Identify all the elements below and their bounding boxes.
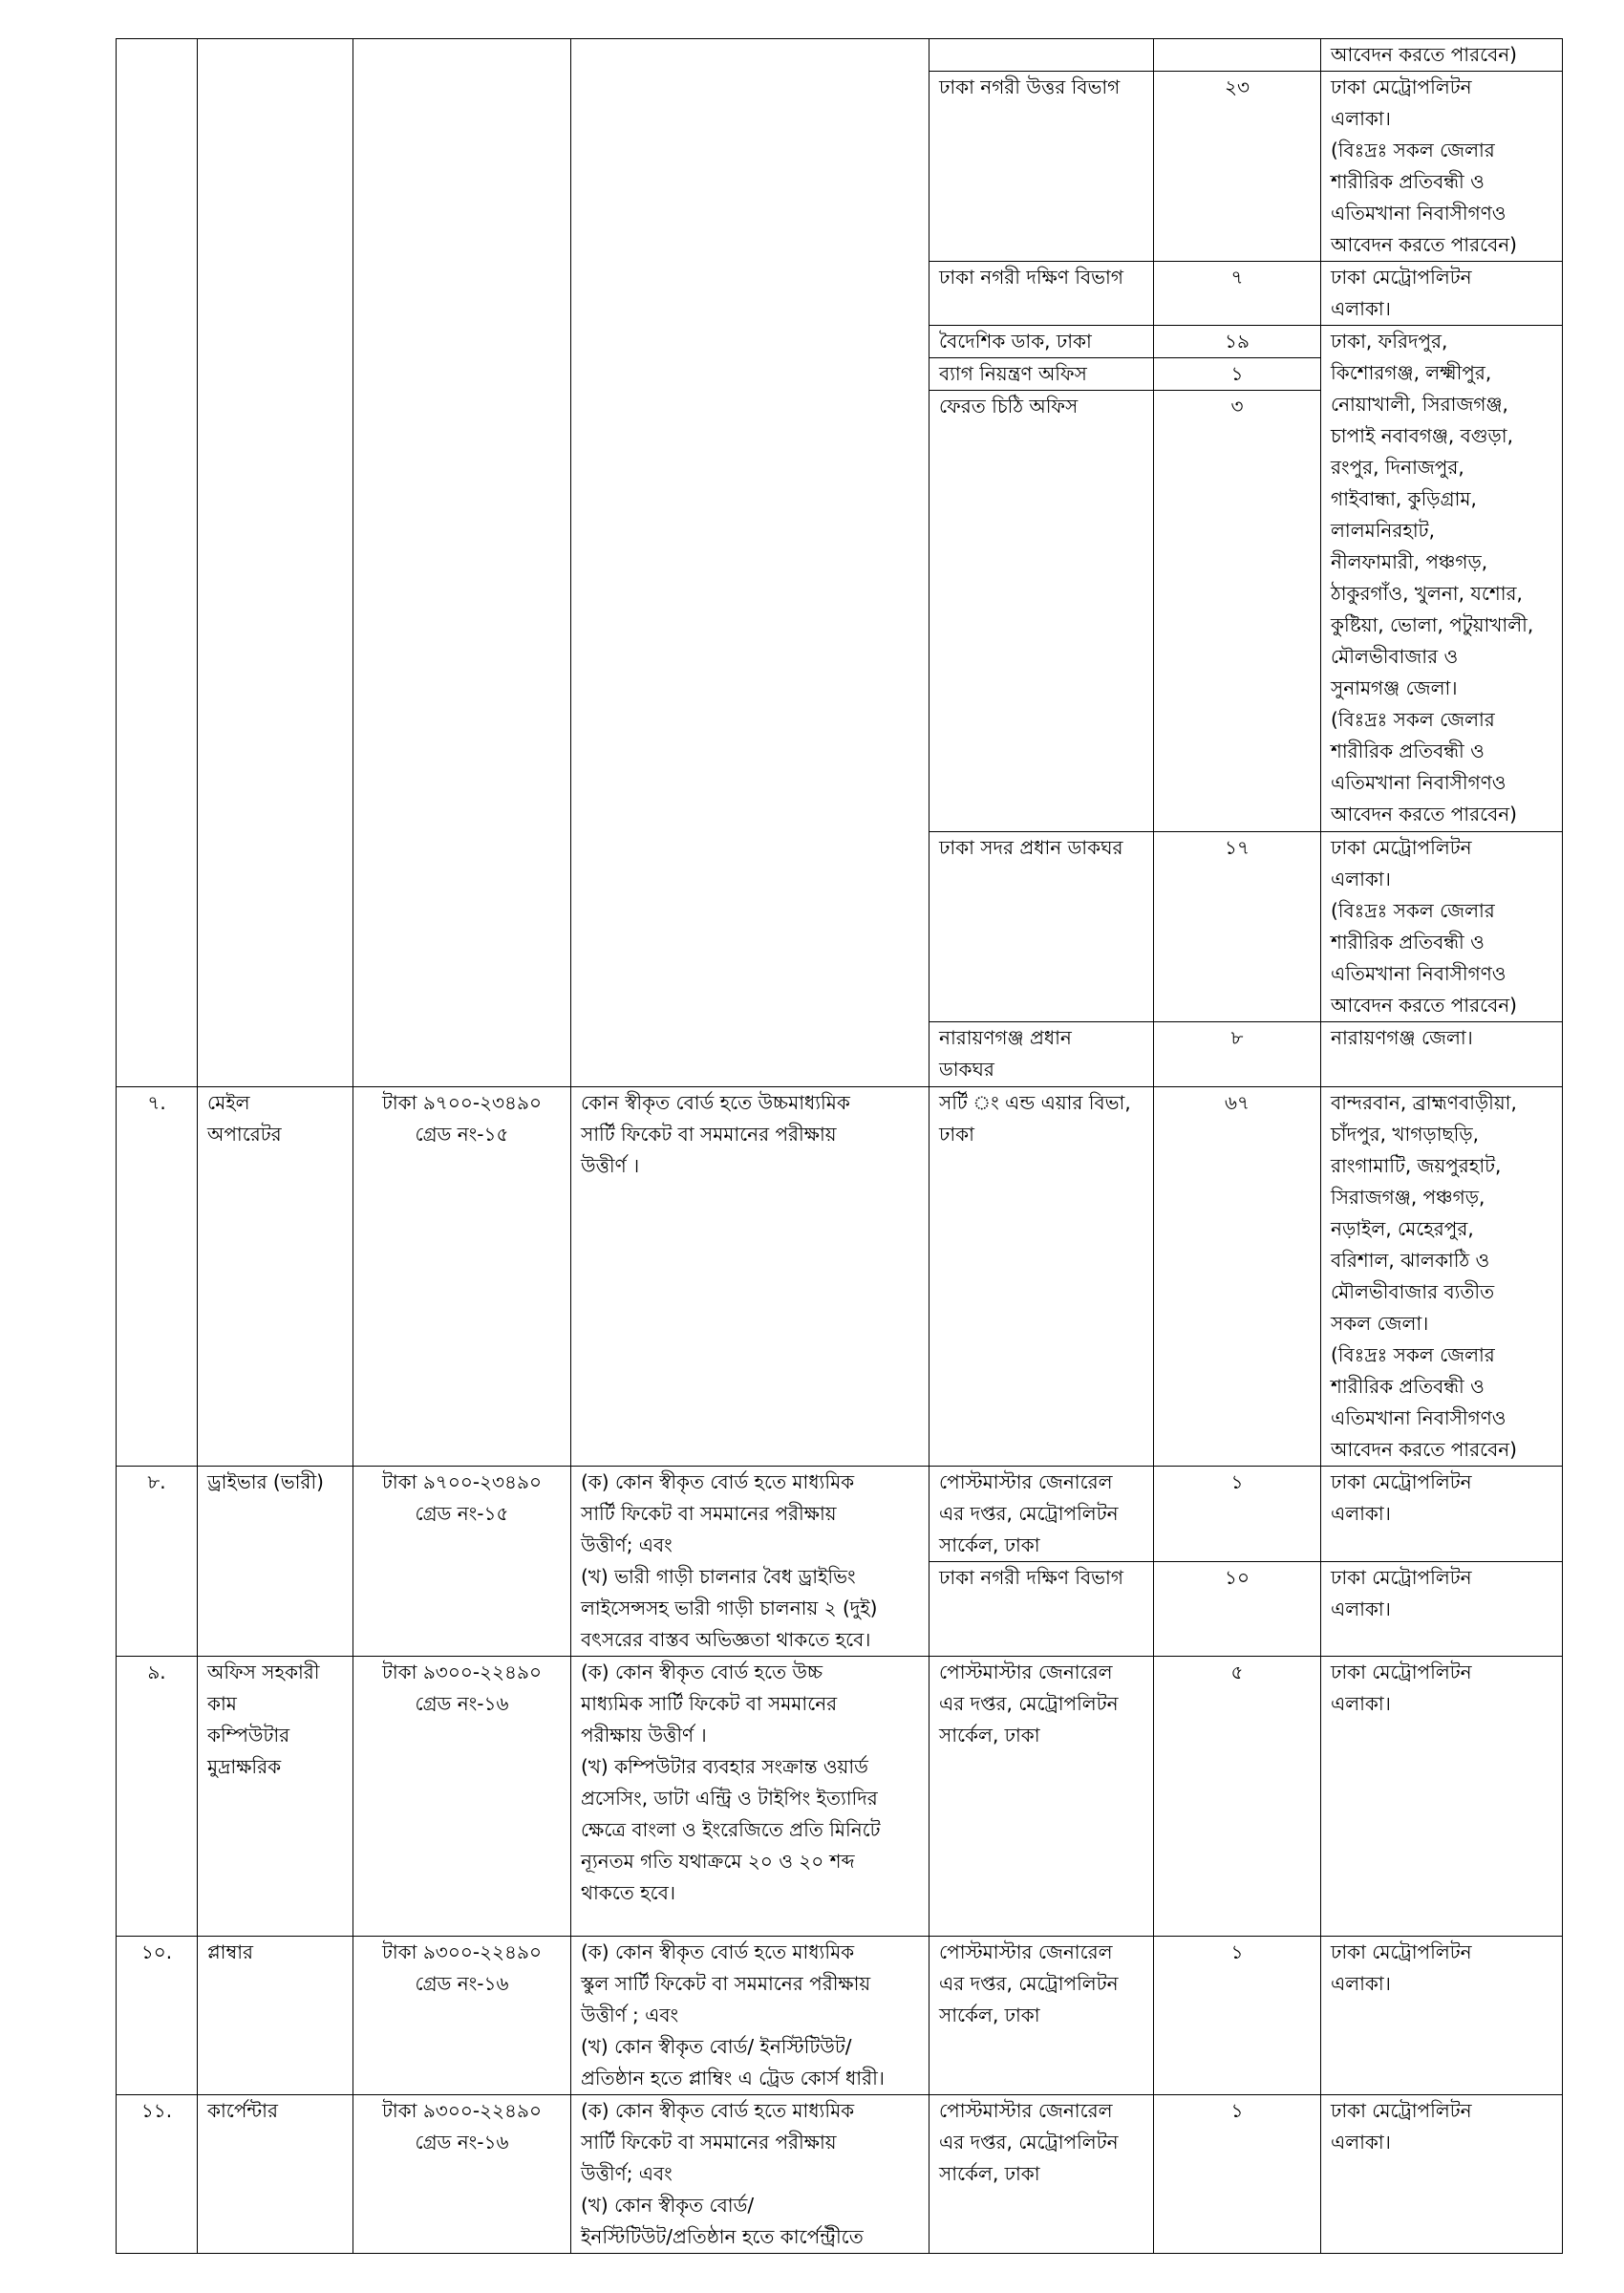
count-cell: ৫ bbox=[1154, 1657, 1321, 1937]
count-cell: ১৯ bbox=[1154, 326, 1321, 358]
office-cell: পোস্টমাস্টার জেনারেল এর দপ্তর, মেট্রোপলিটন সার্কেল, ঢাকা bbox=[930, 1937, 1154, 2095]
serial-cell: ৭. bbox=[117, 1087, 198, 1467]
office-cell: বৈদেশিক ডাক, ঢাকা bbox=[930, 326, 1154, 358]
district-cell: ঢাকা মেট্রোপলিটন এলাকা। bbox=[1321, 262, 1563, 326]
count-cell: ৭ bbox=[1154, 262, 1321, 326]
district-cell: ঢাকা মেট্রোপলিটন এলাকা। bbox=[1321, 1937, 1563, 2095]
count-cell: ৬৭ bbox=[1154, 1087, 1321, 1467]
office-cell: পোস্টমাস্টার জেনারেল এর দপ্তর, মেট্রোপলিটন সার্কেল, ঢাকা bbox=[930, 1467, 1154, 1562]
qualification-cell: (ক) কোন স্বীকৃত বোর্ড হতে মাধ্যমিক সার্টি ফিকেট বা সমমানের পরীক্ষায় উত্তীর্ণ; এবং (খ) কোন স্বীকৃত বোর্ড/ ইনস্টিটিউট/প্রতিষ্ঠান হতে কার্পেন্ট্রীতে bbox=[571, 2095, 930, 2254]
office-cell: ঢাকা নগরী দক্ষিণ বিভাগ bbox=[930, 1562, 1154, 1657]
serial-cell: ১০. bbox=[117, 1937, 198, 2095]
qualification-cell: কোন স্বীকৃত বোর্ড হতে উচ্চমাধ্যমিক সার্টি ফিকেট বা সমমানের পরীক্ষায় উত্তীর্ণ । bbox=[571, 1087, 930, 1467]
district-cell: ঢাকা মেট্রোপলিটন এলাকা। bbox=[1321, 1562, 1563, 1657]
post-name-cell: কার্পেন্টার bbox=[198, 2095, 353, 2254]
count-cell: ২৩ bbox=[1154, 72, 1321, 262]
count-cell: ৮ bbox=[1154, 1022, 1321, 1087]
district-cell: ঢাকা মেট্রোপলিটন এলাকা। (বিঃদ্রঃ সকল জেলার শারীরিক প্রতিবন্ধী ও এতিমখানা নিবাসীগণও আবেদন করতে পারবেন) bbox=[1321, 72, 1563, 262]
count-cell: ৩ bbox=[1154, 391, 1321, 832]
pay-scale-cell: টাকা ৯৭০০-২৩৪৯০ গ্রেড নং-১৫ bbox=[353, 1467, 571, 1657]
qualification-cell: (ক) কোন স্বীকৃত বোর্ড হতে মাধ্যমিক সার্টি ফিকেট বা সমমানের পরীক্ষায় উত্তীর্ণ; এবং (খ) ভারী গাড়ী চালনার বৈধ ড্রাইভিং লাইসেন্সসহ ভারী গাড়ী চালনায় ২ (দুই) বৎসরের বাস্তব অভিজ্ঞতা থাকতে হবে। bbox=[571, 1467, 930, 1657]
serial-cell: ৯. bbox=[117, 1657, 198, 1937]
pay-scale-cell: টাকা ৯৩০০-২২৪৯০ গ্রেড নং-১৬ bbox=[353, 1937, 571, 2095]
district-cell: ঢাকা মেট্রোপলিটন এলাকা। bbox=[1321, 1657, 1563, 1937]
district-cell: ঢাকা মেট্রোপলিটন এলাকা। bbox=[1321, 2095, 1563, 2254]
district-cell: নারায়ণগঞ্জ জেলা। bbox=[1321, 1022, 1563, 1087]
count-cell: ১ bbox=[1154, 1937, 1321, 2095]
count-cell: ১৭ bbox=[1154, 832, 1321, 1022]
serial-cell: ৮. bbox=[117, 1467, 198, 1657]
office-cell: সর্টি ং এন্ড এয়ার বিভা, ঢাকা bbox=[930, 1087, 1154, 1467]
post-name-cell: অফিস সহকারী কাম কম্পিউটার মুদ্রাক্ষরিক bbox=[198, 1657, 353, 1937]
office-cell: ঢাকা নগরী উত্তর বিভাগ bbox=[930, 72, 1154, 262]
district-cell: আবেদন করতে পারবেন) bbox=[1321, 39, 1563, 72]
count-cell: ১০ bbox=[1154, 1562, 1321, 1657]
office-cell: পোস্টমাস্টার জেনারেল এর দপ্তর, মেট্রোপলিটন সার্কেল, ঢাকা bbox=[930, 1657, 1154, 1937]
count-cell: ১ bbox=[1154, 1467, 1321, 1562]
pay-scale-cell-cont bbox=[353, 39, 571, 1087]
post-name-cell: মেইল অপারেটর bbox=[198, 1087, 353, 1467]
recruitment-table bbox=[116, 38, 1563, 2254]
post-name-cell-cont bbox=[198, 39, 353, 1087]
pay-scale-cell: টাকা ৯৭০০-২৩৪৯০ গ্রেড নং-১৫ bbox=[353, 1087, 571, 1467]
office-cell: নারায়ণগঞ্জ প্রধান ডাকঘর bbox=[930, 1022, 1154, 1087]
district-cell: ঢাকা, ফরিদপুর, কিশোরগঞ্জ, লক্ষ্মীপুর, নোয়াখালী, সিরাজগঞ্জ, চাপাই নবাবগঞ্জ, বগুড়া, রংপুর, দিনাজপুর, গাইবান্ধা, কুড়িগ্রাম, লালমনিরহাট, নীলফামারী, পঞ্চগড়, ঠাকুরগাঁও, খুলনা, যশোর, কুষ্টিয়া, ভোলা, পটুয়াখালী, মৌলভীবাজার ও সুনামগঞ্জ জেলা। (বিঃদ্রঃ সকল জেলার শারীরিক প্রতিবন্ধী ও এতিমখানা নিবাসীগণও আবেদন করতে পারবেন) bbox=[1321, 326, 1563, 832]
qualification-cell-cont bbox=[571, 39, 930, 1087]
count-cell: ১ bbox=[1154, 2095, 1321, 2254]
pay-scale-cell: টাকা ৯৩০০-২২৪৯০ গ্রেড নং-১৬ bbox=[353, 1657, 571, 1937]
district-cell: ঢাকা মেট্রোপলিটন এলাকা। (বিঃদ্রঃ সকল জেলার শারীরিক প্রতিবন্ধী ও এতিমখানা নিবাসীগণও আবেদন করতে পারবেন) bbox=[1321, 832, 1563, 1022]
serial-cell: ১১. bbox=[117, 2095, 198, 2254]
post-name-cell: ড্রাইভার (ভারী) bbox=[198, 1467, 353, 1657]
count-cell: ১ bbox=[1154, 358, 1321, 391]
district-cell: বান্দরবান, ব্রাহ্মণবাড়ীয়া, চাঁদপুর, খাগড়াছড়ি, রাংগামাটি, জয়পুরহাট, সিরাজগঞ্জ, পঞ্চগড়, নড়াইল, মেহেরপুর, বরিশাল, ঝালকাঠি ও মৌলভীবাজার ব্যতীত সকল জেলা। (বিঃদ্রঃ সকল জেলার শারীরিক প্রতিবন্ধী ও এতিমখানা নিবাসীগণও আবেদন করতে পারবেন) bbox=[1321, 1087, 1563, 1467]
office-cell: পোস্টমাস্টার জেনারেল এর দপ্তর, মেট্রোপলিটন সার্কেল, ঢাকা bbox=[930, 2095, 1154, 2254]
office-cell: ঢাকা নগরী দক্ষিণ বিভাগ bbox=[930, 262, 1154, 326]
qualification-cell: (ক) কোন স্বীকৃত বোর্ড হতে মাধ্যমিক স্কুল সার্টি ফিকেট বা সমমানের পরীক্ষায় উত্তীর্ণ ; এবং (খ) কোন স্বীকৃত বোর্ড/ ইনস্টিটিউট/ প্রতিষ্ঠান হতে প্লাম্বিং এ ট্রেড কোর্স ধারী। bbox=[571, 1937, 930, 2095]
office-cell: ঢাকা সদর প্রধান ডাকঘর bbox=[930, 832, 1154, 1022]
office-cell: ব্যাগ নিয়ন্ত্রণ অফিস bbox=[930, 358, 1154, 391]
post-name-cell: প্লাম্বার bbox=[198, 1937, 353, 2095]
district-cell: ঢাকা মেট্রোপলিটন এলাকা। bbox=[1321, 1467, 1563, 1562]
qualification-cell: (ক) কোন স্বীকৃত বোর্ড হতে উচ্চ মাধ্যমিক সার্টি ফিকেট বা সমমানের পরীক্ষায় উত্তীর্ণ । (খ) কম্পিউটার ব্যবহার সংক্রান্ত ওয়ার্ড প্রসেসিং, ডাটা এন্ট্রি ও টাইপিং ইত্যাদির ক্ষেত্রে বাংলা ও ইংরেজিতে প্রতি মিনিটে ন্যূনতম গতি যথাক্রমে ২০ ও ২০ শব্দ থাকতে হবে। bbox=[571, 1657, 930, 1937]
office-cell: ফেরত চিঠি অফিস bbox=[930, 391, 1154, 832]
count-cell bbox=[1154, 39, 1321, 72]
serial-cell-cont bbox=[117, 39, 198, 1087]
pay-scale-cell: টাকা ৯৩০০-২২৪৯০ গ্রেড নং-১৬ bbox=[353, 2095, 571, 2254]
office-cell bbox=[930, 39, 1154, 72]
